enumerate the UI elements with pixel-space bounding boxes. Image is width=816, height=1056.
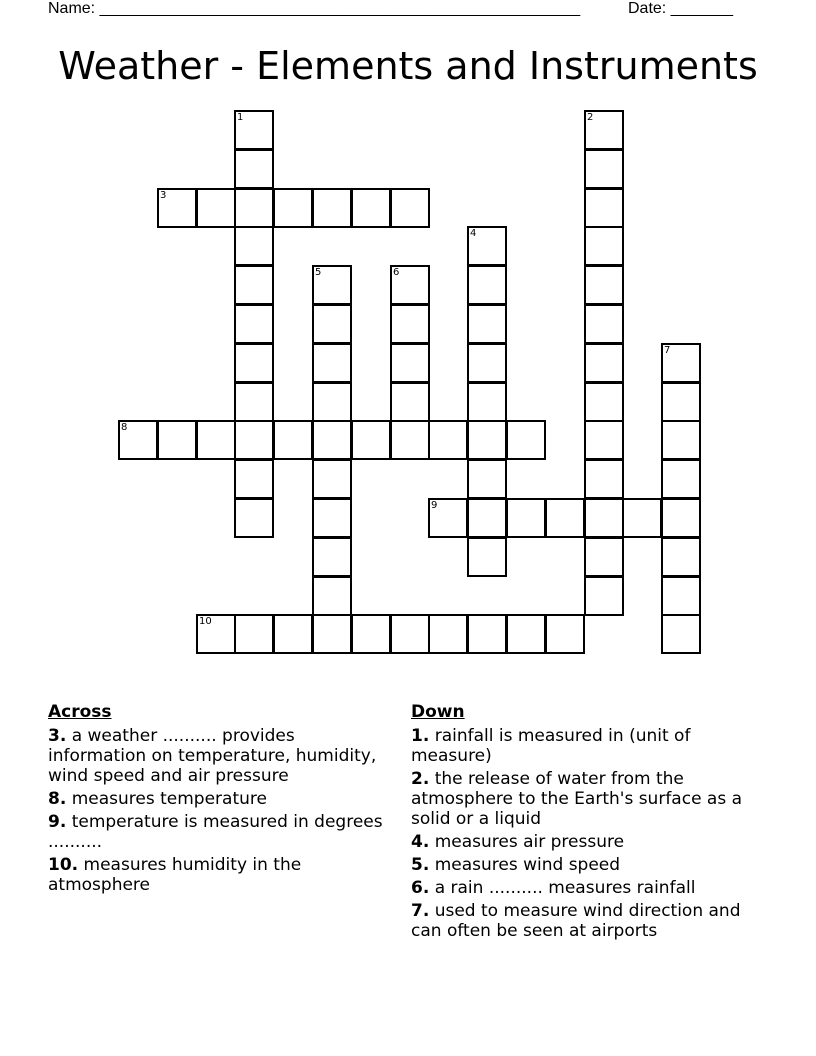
clue-text: used to measure wind direction and can often be seen at airports bbox=[411, 901, 741, 941]
crossword-cell[interactable] bbox=[351, 420, 391, 460]
clue-number: 3. bbox=[48, 726, 67, 746]
cell-number: 8 bbox=[121, 422, 128, 433]
clue-number: 10. bbox=[48, 855, 79, 875]
crossword-cell[interactable] bbox=[467, 226, 507, 266]
cell-number: 5 bbox=[315, 267, 322, 278]
clue-down bbox=[411, 832, 761, 852]
cell-number: 9 bbox=[431, 500, 438, 511]
crossword-cell[interactable] bbox=[312, 576, 352, 616]
crossword-cell[interactable] bbox=[584, 343, 624, 383]
clue-text: measures humidity in the atmosphere bbox=[48, 855, 302, 895]
crossword-cell[interactable] bbox=[584, 576, 624, 616]
crossword-cell[interactable] bbox=[467, 614, 507, 654]
cell-number: 6 bbox=[393, 267, 400, 278]
clue-number: 6. bbox=[411, 878, 430, 898]
crossword-cell[interactable] bbox=[584, 382, 624, 422]
clue-across bbox=[48, 789, 398, 809]
crossword-cell[interactable] bbox=[584, 188, 624, 228]
crossword-cell[interactable] bbox=[234, 382, 274, 422]
date-field-label: Date: _______ bbox=[628, 0, 733, 17]
crossword-cell[interactable] bbox=[390, 420, 430, 460]
name-field-label: Name: ______________________________________________________ bbox=[48, 0, 581, 17]
crossword-cell[interactable] bbox=[234, 498, 274, 538]
clue-number: 5. bbox=[411, 855, 430, 875]
cell-number: 10 bbox=[199, 616, 212, 627]
crossword-cell[interactable] bbox=[545, 614, 585, 654]
clue-across bbox=[48, 855, 398, 895]
crossword-cell[interactable] bbox=[157, 420, 197, 460]
crossword-cell[interactable] bbox=[390, 265, 430, 305]
crossword-cell[interactable] bbox=[584, 304, 624, 344]
crossword-cell[interactable] bbox=[661, 382, 701, 422]
crossword-cell[interactable] bbox=[312, 498, 352, 538]
crossword-cell[interactable] bbox=[312, 459, 352, 499]
clue-down bbox=[411, 878, 761, 898]
crossword-cell[interactable] bbox=[584, 110, 624, 150]
clue-down bbox=[411, 726, 761, 766]
cell-number: 2 bbox=[587, 112, 594, 123]
crossword-cell[interactable] bbox=[118, 420, 158, 460]
crossword-cell[interactable] bbox=[273, 614, 313, 654]
crossword-cell[interactable] bbox=[467, 420, 507, 460]
crossword-cell[interactable] bbox=[351, 614, 391, 654]
clue-text: measures temperature bbox=[71, 789, 267, 809]
crossword-cell[interactable] bbox=[234, 614, 274, 654]
crossword-cell[interactable] bbox=[312, 188, 352, 228]
crossword-cell[interactable] bbox=[312, 537, 352, 577]
crossword-cell[interactable] bbox=[390, 188, 430, 228]
crossword-cell[interactable] bbox=[467, 304, 507, 344]
crossword-cell[interactable] bbox=[234, 304, 274, 344]
crossword-cell[interactable] bbox=[312, 343, 352, 383]
crossword-cell[interactable] bbox=[506, 498, 546, 538]
crossword-cell[interactable] bbox=[390, 614, 430, 654]
cell-number: 7 bbox=[664, 345, 671, 356]
crossword-cell[interactable] bbox=[467, 265, 507, 305]
crossword-cell[interactable] bbox=[157, 188, 197, 228]
clue-text: measures air pressure bbox=[434, 832, 625, 852]
crossword-cell[interactable] bbox=[196, 188, 236, 228]
clue-text: temperature is measured in degrees .......... bbox=[48, 812, 383, 852]
crossword-cell[interactable] bbox=[622, 498, 662, 538]
down-heading: Down bbox=[411, 702, 465, 722]
crossword-cell[interactable] bbox=[428, 614, 468, 654]
clue-text: a weather .......... provides information on temperature, humidity, wind speed and air pressure bbox=[48, 726, 377, 786]
clue-down bbox=[411, 769, 761, 829]
clue-number: 7. bbox=[411, 901, 430, 921]
crossword-cell[interactable] bbox=[661, 459, 701, 499]
clue-number: 9. bbox=[48, 812, 67, 832]
crossword-cell[interactable] bbox=[467, 498, 507, 538]
crossword-cell[interactable] bbox=[584, 265, 624, 305]
crossword-cell[interactable] bbox=[661, 614, 701, 654]
crossword-cell[interactable] bbox=[467, 459, 507, 499]
clue-down bbox=[411, 901, 761, 941]
crossword-cell[interactable] bbox=[312, 420, 352, 460]
page-title: Weather - Elements and Instruments bbox=[58, 44, 758, 88]
crossword-cell[interactable] bbox=[312, 614, 352, 654]
crossword-cell[interactable] bbox=[584, 459, 624, 499]
crossword-cell[interactable] bbox=[234, 149, 274, 189]
crossword-cell[interactable] bbox=[467, 537, 507, 577]
crossword-cell[interactable] bbox=[661, 537, 701, 577]
clue-across bbox=[48, 812, 398, 852]
crossword-cell[interactable] bbox=[467, 382, 507, 422]
crossword-cell[interactable] bbox=[196, 614, 236, 654]
crossword-cell[interactable] bbox=[545, 498, 585, 538]
crossword-cell[interactable] bbox=[390, 343, 430, 383]
across-clues bbox=[48, 702, 398, 898]
crossword-cell[interactable] bbox=[428, 420, 468, 460]
crossword-cell[interactable] bbox=[234, 265, 274, 305]
crossword-cell[interactable] bbox=[584, 537, 624, 577]
clue-number: 1. bbox=[411, 726, 430, 746]
clue-text: the release of water from the atmosphere to the Earth's surface as a solid or a liquid bbox=[411, 769, 743, 829]
clue-across bbox=[48, 726, 398, 786]
clue-text: measures wind speed bbox=[434, 855, 621, 875]
crossword-cell[interactable] bbox=[506, 420, 546, 460]
clue-text: a rain .......... measures rainfall bbox=[434, 878, 696, 898]
crossword-cell[interactable] bbox=[234, 343, 274, 383]
clue-down bbox=[411, 855, 761, 875]
crossword-cell[interactable] bbox=[273, 420, 313, 460]
clue-number: 8. bbox=[48, 789, 67, 809]
crossword-cell[interactable] bbox=[584, 226, 624, 266]
crossword-cell[interactable] bbox=[428, 498, 468, 538]
crossword-cell[interactable] bbox=[584, 498, 624, 538]
crossword-cell[interactable] bbox=[196, 420, 236, 460]
crossword-cell[interactable] bbox=[584, 149, 624, 189]
crossword-cell[interactable] bbox=[506, 614, 546, 654]
cell-number: 1 bbox=[237, 112, 244, 123]
crossword-cell[interactable] bbox=[390, 304, 430, 344]
crossword-cell[interactable] bbox=[661, 576, 701, 616]
crossword-cell[interactable] bbox=[390, 382, 430, 422]
clue-number: 4. bbox=[411, 832, 430, 852]
crossword-cell[interactable] bbox=[234, 420, 274, 460]
clue-text: rainfall is measured in (unit of measure) bbox=[411, 726, 691, 766]
cell-number: 4 bbox=[470, 228, 477, 239]
crossword-cell[interactable] bbox=[661, 498, 701, 538]
crossword-cell[interactable] bbox=[351, 188, 391, 228]
down-clues bbox=[411, 702, 761, 944]
crossword-cell[interactable] bbox=[234, 188, 274, 228]
crossword-cell[interactable] bbox=[312, 265, 352, 305]
crossword-cell[interactable] bbox=[584, 420, 624, 460]
crossword-cell[interactable] bbox=[312, 304, 352, 344]
clue-number: 2. bbox=[411, 769, 430, 789]
crossword-cell[interactable] bbox=[312, 382, 352, 422]
crossword-cell[interactable] bbox=[661, 343, 701, 383]
crossword-cell[interactable] bbox=[467, 343, 507, 383]
crossword-cell[interactable] bbox=[661, 420, 701, 460]
crossword-cell[interactable] bbox=[234, 110, 274, 150]
across-heading: Across bbox=[48, 702, 112, 722]
crossword-cell[interactable] bbox=[234, 459, 274, 499]
crossword-cell[interactable] bbox=[234, 226, 274, 266]
crossword-cell[interactable] bbox=[273, 188, 313, 228]
cell-number: 3 bbox=[160, 190, 167, 201]
